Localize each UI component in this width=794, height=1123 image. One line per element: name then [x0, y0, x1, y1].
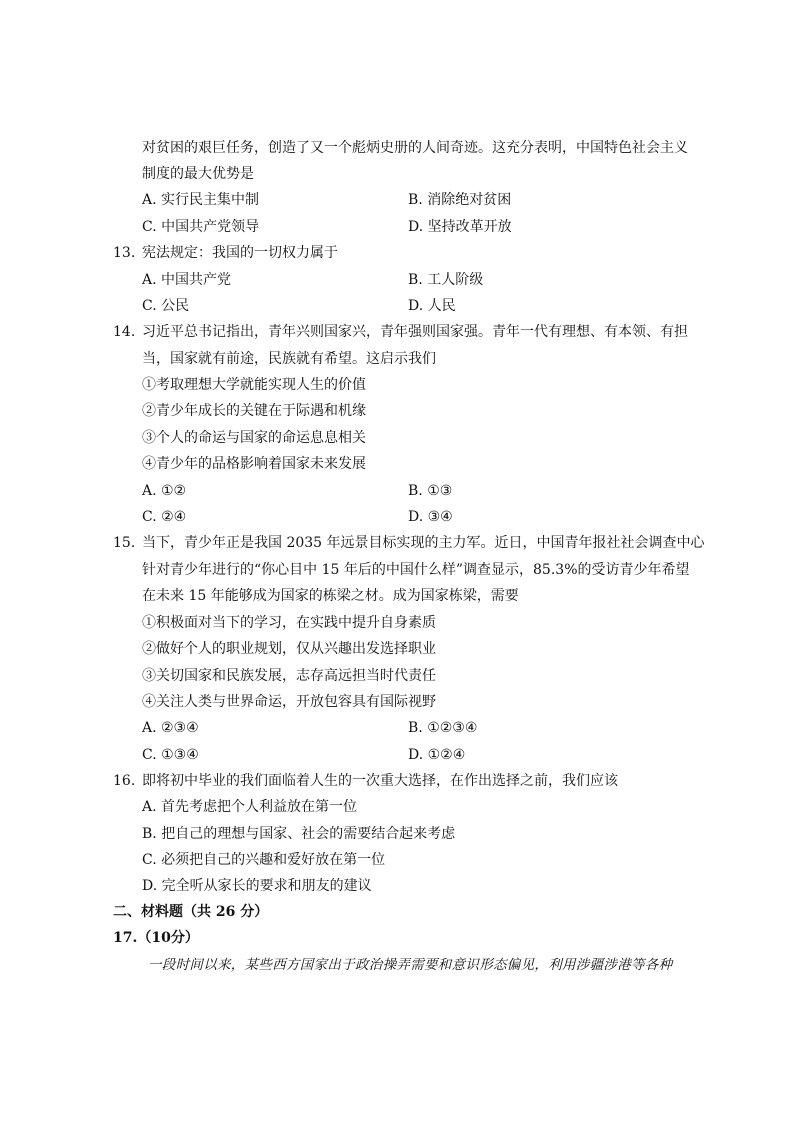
q15-stem-line-3: 在未来 15 年能够成为国家的栋梁之材。成为国家栋梁，需要	[142, 588, 519, 604]
q13-stem: 宪法规定：我国的一切权力属于	[142, 245, 338, 261]
q14-statement-1: ①考取理想大学就能实现人生的价值	[142, 377, 366, 393]
q15-statement-1: ①积极面对当下的学习，在实践中提升自身素质	[142, 615, 436, 631]
q13-number: 13.	[113, 245, 136, 261]
q14-option-b[interactable]: B. ①③	[408, 483, 453, 499]
q12-option-a[interactable]: A. 实行民主集中制	[142, 192, 260, 208]
q13-option-c[interactable]: C. 公民	[142, 298, 190, 314]
q14-statement-3: ③个人的命运与国家的命运息息相关	[142, 430, 366, 446]
q14-option-a[interactable]: A. ①②	[142, 483, 187, 499]
q15-number: 15.	[113, 535, 136, 551]
q13-option-b[interactable]: B. 工人阶级	[408, 272, 484, 288]
q16-option-d[interactable]: D. 完全听从家长的要求和朋友的建议	[142, 878, 372, 894]
q14-statement-2: ②青少年成长的关键在于际遇和机缘	[142, 403, 366, 419]
q12-option-b[interactable]: B. 消除绝对贫困	[408, 192, 512, 208]
q14-option-d[interactable]: D. ③④	[408, 509, 453, 525]
q15-option-b[interactable]: B. ①②③④	[408, 720, 478, 736]
q15-statement-4: ④关注人类与世界命运，开放包容具有国际视野	[142, 694, 436, 710]
q14-stem-line-1: 习近平总书记指出，青年兴则国家兴，青年强则国家强。青年一代有理想、有本领、有担	[142, 324, 688, 340]
q15-option-c[interactable]: C. ①③④	[142, 747, 199, 763]
q16-stem: 即将初中毕业的我们面临着人生的一次重大选择，在作出选择之前，我们应该	[142, 773, 618, 789]
q16-option-a[interactable]: A. 首先考虑把个人利益放在第一位	[142, 799, 358, 815]
q14-option-c[interactable]: C. ②④	[142, 509, 187, 525]
q17-header: 17.（10分）	[113, 930, 199, 946]
q15-option-a[interactable]: A. ②③④	[142, 720, 199, 736]
q13-option-d[interactable]: D. 人民	[408, 298, 456, 314]
section-2-title: 二、材料题（共 26 分）	[113, 904, 269, 920]
q17-material-line-1: 一段时间以来，某些西方国家出于政治操弄需要和意识形态偏见，利用涉疆涉港等各种	[148, 957, 673, 973]
q16-number: 16.	[113, 773, 136, 789]
q14-statement-4: ④青少年的品格影响着国家未来发展	[142, 456, 366, 472]
q15-option-d[interactable]: D. ①②④	[408, 747, 466, 763]
q14-stem-line-2: 当，国家就有前途，民族就有希望。这启示我们	[142, 351, 436, 367]
q15-statement-2: ②做好个人的职业规划，仅从兴趣出发选择职业	[142, 641, 436, 657]
q14-number: 14.	[113, 324, 136, 340]
q12-option-c[interactable]: C. 中国共产党领导	[142, 219, 260, 235]
q15-statement-3: ③关切国家和民族发展，志存高远担当时代责任	[142, 668, 436, 684]
q15-stem-line-2: 针对青少年进行的“你心目中 15 年后的中国什么样”调查显示，85.3%的受访青少年希望	[142, 562, 690, 578]
q12-stem-line-1: 对贫困的艰巨任务，创造了又一个彪炳史册的人间奇迹。这充分表明，中国特色社会主义	[142, 140, 688, 156]
q13-option-a[interactable]: A. 中国共产党	[142, 272, 232, 288]
q12-stem-line-2: 制度的最大优势是	[142, 166, 254, 182]
q16-option-c[interactable]: C. 必须把自己的兴趣和爱好放在第一位	[142, 852, 386, 868]
q12-option-d[interactable]: D. 坚持改革开放	[408, 219, 512, 235]
q15-stem-line-1: 当下，青少年正是我国 2035 年远景目标实现的主力军。近日，中国青年报社社会调查中心	[142, 535, 705, 551]
q16-option-b[interactable]: B. 把自己的理想与国家、社会的需要结合起来考虑	[142, 826, 456, 842]
